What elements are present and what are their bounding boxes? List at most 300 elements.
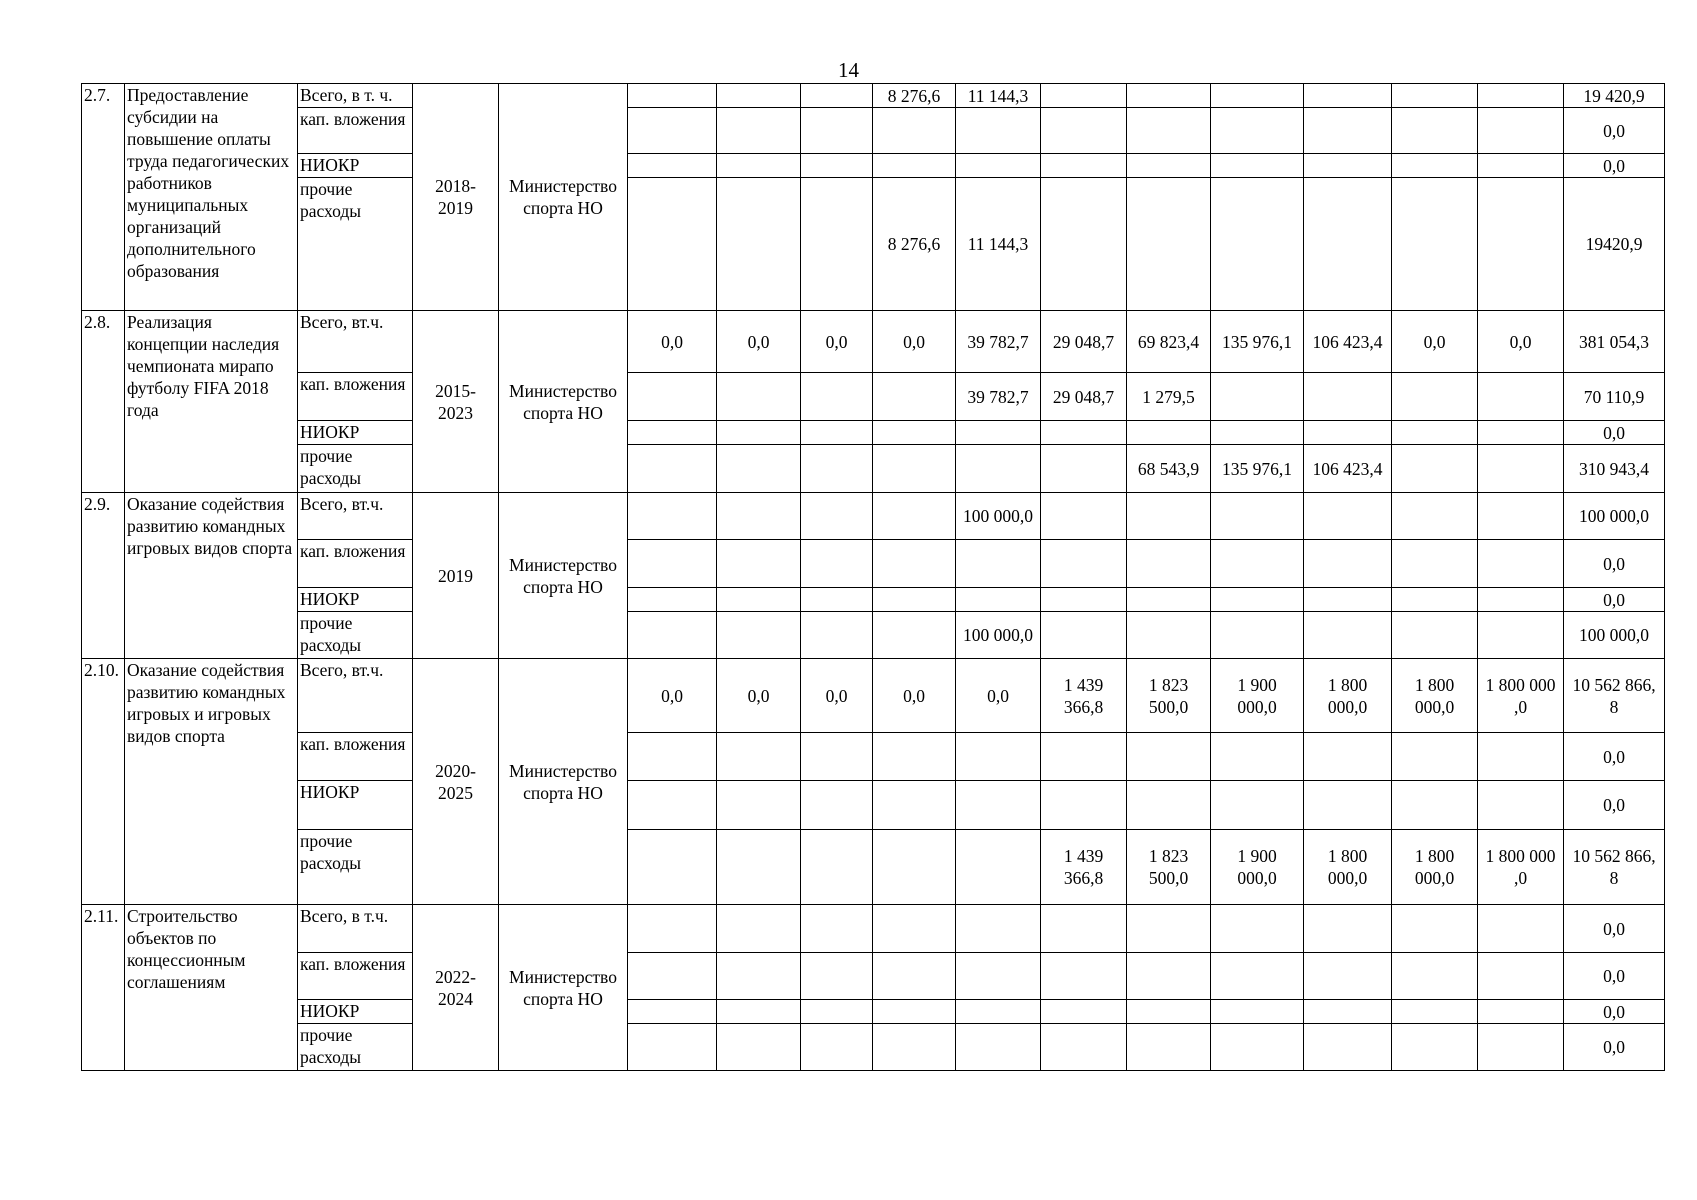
table-row bbox=[82, 540, 1665, 588]
value-cell bbox=[1304, 905, 1392, 953]
value-cell: 1 800 000,0 bbox=[1392, 830, 1478, 905]
value-cell bbox=[956, 781, 1041, 830]
value-cell bbox=[1392, 154, 1478, 178]
value-cell bbox=[873, 733, 956, 781]
value-cell: 0,0 bbox=[873, 311, 956, 373]
value-cell bbox=[1041, 493, 1127, 540]
item-number: 2.9. bbox=[82, 493, 125, 659]
value-cell bbox=[717, 421, 801, 445]
value-cell bbox=[1127, 154, 1211, 178]
total-cell: 0,0 bbox=[1564, 154, 1665, 178]
value-cell bbox=[801, 154, 873, 178]
value-cell bbox=[1478, 445, 1564, 493]
value-cell bbox=[1478, 781, 1564, 830]
period: 2015- 2023 bbox=[413, 311, 499, 493]
value-cell bbox=[1304, 84, 1392, 108]
value-cell bbox=[1211, 953, 1304, 1000]
value-cell: 11 144,3 bbox=[956, 84, 1041, 108]
period: 2018- 2019 bbox=[413, 84, 499, 311]
table-row bbox=[82, 421, 1665, 445]
value-cell bbox=[801, 1024, 873, 1071]
value-cell bbox=[1304, 373, 1392, 421]
value-cell bbox=[1211, 905, 1304, 953]
value-cell bbox=[1478, 178, 1564, 311]
value-cell bbox=[717, 154, 801, 178]
value-cell bbox=[628, 1000, 717, 1024]
value-cell: 1 800 000,0 bbox=[1304, 659, 1392, 733]
value-cell bbox=[1041, 178, 1127, 311]
table-row bbox=[82, 493, 1665, 540]
value-cell bbox=[801, 588, 873, 612]
value-cell bbox=[801, 84, 873, 108]
value-cell bbox=[1127, 540, 1211, 588]
executor: Министерство спорта НО bbox=[499, 905, 628, 1071]
value-cell bbox=[1041, 154, 1127, 178]
value-cell bbox=[1127, 84, 1211, 108]
value-cell bbox=[717, 781, 801, 830]
value-cell: 1 800 000,0 bbox=[1392, 659, 1478, 733]
funding-type: Всего, вт.ч. bbox=[298, 493, 413, 540]
value-cell bbox=[1478, 612, 1564, 659]
value-cell bbox=[1041, 540, 1127, 588]
value-cell bbox=[717, 84, 801, 108]
value-cell bbox=[1211, 178, 1304, 311]
value-cell bbox=[873, 612, 956, 659]
value-cell bbox=[628, 84, 717, 108]
table-row bbox=[82, 905, 1665, 953]
value-cell bbox=[801, 905, 873, 953]
value-cell bbox=[1304, 953, 1392, 1000]
value-cell bbox=[1304, 108, 1392, 154]
value-cell: 11 144,3 bbox=[956, 178, 1041, 311]
period: 2019 bbox=[413, 493, 499, 659]
value-cell: 0,0 bbox=[1392, 311, 1478, 373]
funding-type: кап. вложения bbox=[298, 108, 413, 154]
value-cell bbox=[1211, 588, 1304, 612]
value-cell bbox=[1211, 154, 1304, 178]
value-cell bbox=[717, 178, 801, 311]
funding-type: НИОКР bbox=[298, 421, 413, 445]
value-cell bbox=[628, 493, 717, 540]
value-cell bbox=[1041, 108, 1127, 154]
value-cell bbox=[1304, 733, 1392, 781]
value-cell bbox=[1478, 421, 1564, 445]
value-cell bbox=[956, 1000, 1041, 1024]
value-cell bbox=[628, 733, 717, 781]
value-cell bbox=[1392, 84, 1478, 108]
value-cell bbox=[956, 421, 1041, 445]
executor: Министерство спорта НО bbox=[499, 311, 628, 493]
value-cell bbox=[1127, 588, 1211, 612]
value-cell bbox=[717, 733, 801, 781]
funding-type: НИОКР bbox=[298, 588, 413, 612]
total-cell: 0,0 bbox=[1564, 781, 1665, 830]
value-cell: 0,0 bbox=[717, 659, 801, 733]
total-cell: 0,0 bbox=[1564, 1024, 1665, 1071]
funding-type: прочие расходы bbox=[298, 612, 413, 659]
value-cell bbox=[956, 154, 1041, 178]
value-cell bbox=[1304, 781, 1392, 830]
executor: Министерство спорта НО bbox=[499, 659, 628, 905]
value-cell bbox=[873, 830, 956, 905]
value-cell bbox=[717, 540, 801, 588]
value-cell bbox=[1478, 905, 1564, 953]
value-cell bbox=[628, 421, 717, 445]
value-cell bbox=[956, 953, 1041, 1000]
funding-type: кап. вложения bbox=[298, 953, 413, 1000]
value-cell bbox=[1392, 953, 1478, 1000]
value-cell bbox=[1304, 154, 1392, 178]
value-cell bbox=[628, 178, 717, 311]
value-cell bbox=[956, 1024, 1041, 1071]
page-number: 14 bbox=[838, 58, 859, 82]
value-cell bbox=[956, 108, 1041, 154]
value-cell: 0,0 bbox=[628, 311, 717, 373]
total-cell: 0,0 bbox=[1564, 905, 1665, 953]
value-cell bbox=[628, 108, 717, 154]
value-cell bbox=[956, 540, 1041, 588]
table-row bbox=[82, 311, 1665, 373]
item-name: Строительство объектов по концессионным соглашениям bbox=[125, 905, 298, 1071]
value-cell: 1 823 500,0 bbox=[1127, 830, 1211, 905]
value-cell bbox=[1041, 905, 1127, 953]
table-row bbox=[82, 659, 1665, 733]
value-cell: 0,0 bbox=[801, 311, 873, 373]
value-cell bbox=[1041, 733, 1127, 781]
total-cell: 100 000,0 bbox=[1564, 493, 1665, 540]
funding-type: НИОКР bbox=[298, 1000, 413, 1024]
value-cell bbox=[873, 1000, 956, 1024]
value-cell bbox=[717, 1000, 801, 1024]
funding-type: Всего, в т.ч. bbox=[298, 905, 413, 953]
item-number: 2.8. bbox=[82, 311, 125, 493]
value-cell bbox=[1127, 733, 1211, 781]
value-cell bbox=[1211, 781, 1304, 830]
value-cell bbox=[628, 540, 717, 588]
value-cell bbox=[801, 540, 873, 588]
value-cell: 8 276,6 bbox=[873, 178, 956, 311]
value-cell bbox=[1478, 154, 1564, 178]
value-cell bbox=[873, 905, 956, 953]
value-cell bbox=[1041, 445, 1127, 493]
value-cell bbox=[717, 588, 801, 612]
value-cell bbox=[1304, 612, 1392, 659]
item-name: Реализация концепции наследия чемпионата мирапо футболу FIFA 2018 года bbox=[125, 311, 298, 493]
funding-type: прочие расходы bbox=[298, 178, 413, 311]
total-cell: 310 943,4 bbox=[1564, 445, 1665, 493]
total-cell: 0,0 bbox=[1564, 1000, 1665, 1024]
table-row bbox=[82, 178, 1665, 311]
value-cell: 1 823 500,0 bbox=[1127, 659, 1211, 733]
value-cell: 1 439 366,8 bbox=[1041, 659, 1127, 733]
value-cell bbox=[1478, 1024, 1564, 1071]
value-cell bbox=[1211, 1024, 1304, 1071]
value-cell: 39 782,7 bbox=[956, 311, 1041, 373]
value-cell: 135 976,1 bbox=[1211, 445, 1304, 493]
value-cell bbox=[956, 445, 1041, 493]
total-cell: 0,0 bbox=[1564, 108, 1665, 154]
value-cell: 106 423,4 bbox=[1304, 445, 1392, 493]
funding-type: НИОКР bbox=[298, 154, 413, 178]
value-cell bbox=[1211, 84, 1304, 108]
value-cell bbox=[1127, 178, 1211, 311]
value-cell bbox=[1041, 84, 1127, 108]
value-cell bbox=[801, 493, 873, 540]
value-cell bbox=[1304, 588, 1392, 612]
value-cell bbox=[1392, 373, 1478, 421]
value-cell bbox=[873, 421, 956, 445]
value-cell bbox=[628, 1024, 717, 1071]
total-cell: 0,0 bbox=[1564, 588, 1665, 612]
table-row bbox=[82, 781, 1665, 830]
period: 2020- 2025 bbox=[413, 659, 499, 905]
value-cell bbox=[1041, 1000, 1127, 1024]
value-cell bbox=[1211, 493, 1304, 540]
funding-type: прочие расходы bbox=[298, 445, 413, 493]
value-cell bbox=[1478, 1000, 1564, 1024]
table-row bbox=[82, 953, 1665, 1000]
value-cell bbox=[801, 953, 873, 1000]
item-name: Оказание содействия развитию командных игровых и игровых видов спорта bbox=[125, 659, 298, 905]
value-cell bbox=[1041, 781, 1127, 830]
value-cell bbox=[628, 781, 717, 830]
value-cell bbox=[873, 493, 956, 540]
value-cell bbox=[1478, 493, 1564, 540]
total-cell: 381 054,3 bbox=[1564, 311, 1665, 373]
value-cell bbox=[1392, 1024, 1478, 1071]
value-cell bbox=[1127, 781, 1211, 830]
value-cell bbox=[1211, 421, 1304, 445]
value-cell: 1 900 000,0 bbox=[1211, 659, 1304, 733]
value-cell bbox=[956, 830, 1041, 905]
value-cell: 0,0 bbox=[956, 659, 1041, 733]
total-cell: 19 420,9 bbox=[1564, 84, 1665, 108]
total-cell: 10 562 866, 8 bbox=[1564, 830, 1665, 905]
value-cell bbox=[717, 1024, 801, 1071]
value-cell bbox=[717, 493, 801, 540]
value-cell: 1 800 000 ,0 bbox=[1478, 659, 1564, 733]
value-cell bbox=[956, 588, 1041, 612]
total-cell: 0,0 bbox=[1564, 540, 1665, 588]
table-row bbox=[82, 588, 1665, 612]
table-row bbox=[82, 84, 1665, 108]
item-name: Предоставление субсидии на повышение оплаты труда педагогических работников муниципальных организаций дополнительного образования bbox=[125, 84, 298, 311]
value-cell bbox=[1127, 108, 1211, 154]
value-cell: 29 048,7 bbox=[1041, 373, 1127, 421]
value-cell bbox=[873, 373, 956, 421]
value-cell bbox=[628, 373, 717, 421]
table-row bbox=[82, 612, 1665, 659]
value-cell bbox=[873, 953, 956, 1000]
value-cell bbox=[956, 733, 1041, 781]
value-cell: 39 782,7 bbox=[956, 373, 1041, 421]
table-row bbox=[82, 733, 1665, 781]
value-cell bbox=[717, 373, 801, 421]
value-cell: 69 823,4 bbox=[1127, 311, 1211, 373]
value-cell bbox=[1041, 588, 1127, 612]
value-cell bbox=[1127, 1024, 1211, 1071]
value-cell bbox=[628, 154, 717, 178]
value-cell bbox=[628, 445, 717, 493]
value-cell bbox=[801, 733, 873, 781]
funding-type: Всего, вт.ч. bbox=[298, 311, 413, 373]
budget-table bbox=[81, 83, 1665, 1071]
value-cell bbox=[873, 588, 956, 612]
value-cell: 106 423,4 bbox=[1304, 311, 1392, 373]
value-cell bbox=[1392, 108, 1478, 154]
value-cell bbox=[1127, 953, 1211, 1000]
value-cell bbox=[1304, 1024, 1392, 1071]
value-cell bbox=[1392, 178, 1478, 311]
value-cell bbox=[1392, 733, 1478, 781]
value-cell: 0,0 bbox=[873, 659, 956, 733]
value-cell: 0,0 bbox=[628, 659, 717, 733]
value-cell bbox=[1478, 733, 1564, 781]
item-number: 2.10. bbox=[82, 659, 125, 905]
funding-type: Всего, в т. ч. bbox=[298, 84, 413, 108]
value-cell bbox=[1211, 540, 1304, 588]
value-cell: 135 976,1 bbox=[1211, 311, 1304, 373]
value-cell bbox=[1392, 421, 1478, 445]
value-cell: 1 900 000,0 bbox=[1211, 830, 1304, 905]
value-cell bbox=[801, 178, 873, 311]
total-cell: 0,0 bbox=[1564, 733, 1665, 781]
value-cell bbox=[801, 781, 873, 830]
value-cell bbox=[628, 905, 717, 953]
value-cell: 100 000,0 bbox=[956, 612, 1041, 659]
value-cell: 29 048,7 bbox=[1041, 311, 1127, 373]
value-cell bbox=[717, 612, 801, 659]
value-cell: 1 439 366,8 bbox=[1041, 830, 1127, 905]
value-cell bbox=[1392, 612, 1478, 659]
value-cell bbox=[801, 445, 873, 493]
value-cell: 0,0 bbox=[717, 311, 801, 373]
item-number: 2.11. bbox=[82, 905, 125, 1071]
value-cell bbox=[717, 905, 801, 953]
value-cell: 100 000,0 bbox=[956, 493, 1041, 540]
value-cell bbox=[1041, 612, 1127, 659]
value-cell bbox=[1478, 108, 1564, 154]
value-cell: 1 800 000,0 bbox=[1304, 830, 1392, 905]
value-cell bbox=[1041, 1024, 1127, 1071]
value-cell bbox=[1392, 445, 1478, 493]
funding-type: НИОКР bbox=[298, 781, 413, 830]
table-row bbox=[82, 108, 1665, 154]
value-cell bbox=[1392, 905, 1478, 953]
value-cell bbox=[1304, 493, 1392, 540]
value-cell bbox=[1041, 953, 1127, 1000]
value-cell bbox=[1211, 108, 1304, 154]
value-cell bbox=[1392, 781, 1478, 830]
table-row bbox=[82, 373, 1665, 421]
value-cell bbox=[1478, 540, 1564, 588]
value-cell bbox=[873, 540, 956, 588]
item-number: 2.7. bbox=[82, 84, 125, 311]
total-cell: 70 110,9 bbox=[1564, 373, 1665, 421]
value-cell bbox=[873, 1024, 956, 1071]
value-cell bbox=[1211, 373, 1304, 421]
value-cell bbox=[801, 421, 873, 445]
total-cell: 100 000,0 bbox=[1564, 612, 1665, 659]
value-cell bbox=[873, 154, 956, 178]
funding-type: кап. вложения bbox=[298, 373, 413, 421]
value-cell bbox=[801, 1000, 873, 1024]
value-cell bbox=[1127, 421, 1211, 445]
total-cell: 0,0 bbox=[1564, 953, 1665, 1000]
funding-type: кап. вложения bbox=[298, 733, 413, 781]
table-row bbox=[82, 445, 1665, 493]
table-row bbox=[82, 830, 1665, 905]
value-cell bbox=[1211, 1000, 1304, 1024]
value-cell bbox=[1478, 588, 1564, 612]
funding-type: Всего, вт.ч. bbox=[298, 659, 413, 733]
value-cell bbox=[628, 953, 717, 1000]
value-cell bbox=[1304, 540, 1392, 588]
value-cell bbox=[1478, 373, 1564, 421]
value-cell bbox=[1304, 178, 1392, 311]
value-cell: 0,0 bbox=[1478, 311, 1564, 373]
value-cell bbox=[801, 108, 873, 154]
value-cell bbox=[801, 373, 873, 421]
period: 2022- 2024 bbox=[413, 905, 499, 1071]
value-cell bbox=[1127, 905, 1211, 953]
value-cell bbox=[1211, 733, 1304, 781]
executor: Министерство спорта НО bbox=[499, 84, 628, 311]
value-cell bbox=[717, 445, 801, 493]
value-cell bbox=[1392, 588, 1478, 612]
funding-type: кап. вложения bbox=[298, 540, 413, 588]
value-cell bbox=[717, 830, 801, 905]
value-cell bbox=[717, 953, 801, 1000]
value-cell bbox=[801, 830, 873, 905]
table-row bbox=[82, 1024, 1665, 1071]
value-cell bbox=[1392, 493, 1478, 540]
value-cell bbox=[628, 588, 717, 612]
value-cell bbox=[1127, 612, 1211, 659]
value-cell: 8 276,6 bbox=[873, 84, 956, 108]
executor: Министерство спорта НО bbox=[499, 493, 628, 659]
value-cell bbox=[801, 612, 873, 659]
value-cell bbox=[1304, 1000, 1392, 1024]
table-row bbox=[82, 1000, 1665, 1024]
value-cell bbox=[1211, 612, 1304, 659]
value-cell bbox=[717, 108, 801, 154]
value-cell: 0,0 bbox=[801, 659, 873, 733]
value-cell: 68 543,9 bbox=[1127, 445, 1211, 493]
total-cell: 0,0 bbox=[1564, 421, 1665, 445]
value-cell bbox=[956, 905, 1041, 953]
value-cell: 1 800 000 ,0 bbox=[1478, 830, 1564, 905]
item-name: Оказание содействия развитию командных игровых видов спорта bbox=[125, 493, 298, 659]
value-cell bbox=[1127, 493, 1211, 540]
value-cell bbox=[873, 108, 956, 154]
value-cell bbox=[1392, 1000, 1478, 1024]
funding-type: прочие расходы bbox=[298, 1024, 413, 1071]
total-cell: 19420,9 bbox=[1564, 178, 1665, 311]
value-cell bbox=[873, 445, 956, 493]
value-cell bbox=[1478, 953, 1564, 1000]
value-cell bbox=[1127, 1000, 1211, 1024]
value-cell bbox=[1478, 84, 1564, 108]
value-cell bbox=[1392, 540, 1478, 588]
value-cell bbox=[628, 612, 717, 659]
value-cell bbox=[873, 781, 956, 830]
total-cell: 10 562 866, 8 bbox=[1564, 659, 1665, 733]
value-cell bbox=[1304, 421, 1392, 445]
funding-type: прочие расходы bbox=[298, 830, 413, 905]
table-row bbox=[82, 154, 1665, 178]
value-cell bbox=[1041, 421, 1127, 445]
